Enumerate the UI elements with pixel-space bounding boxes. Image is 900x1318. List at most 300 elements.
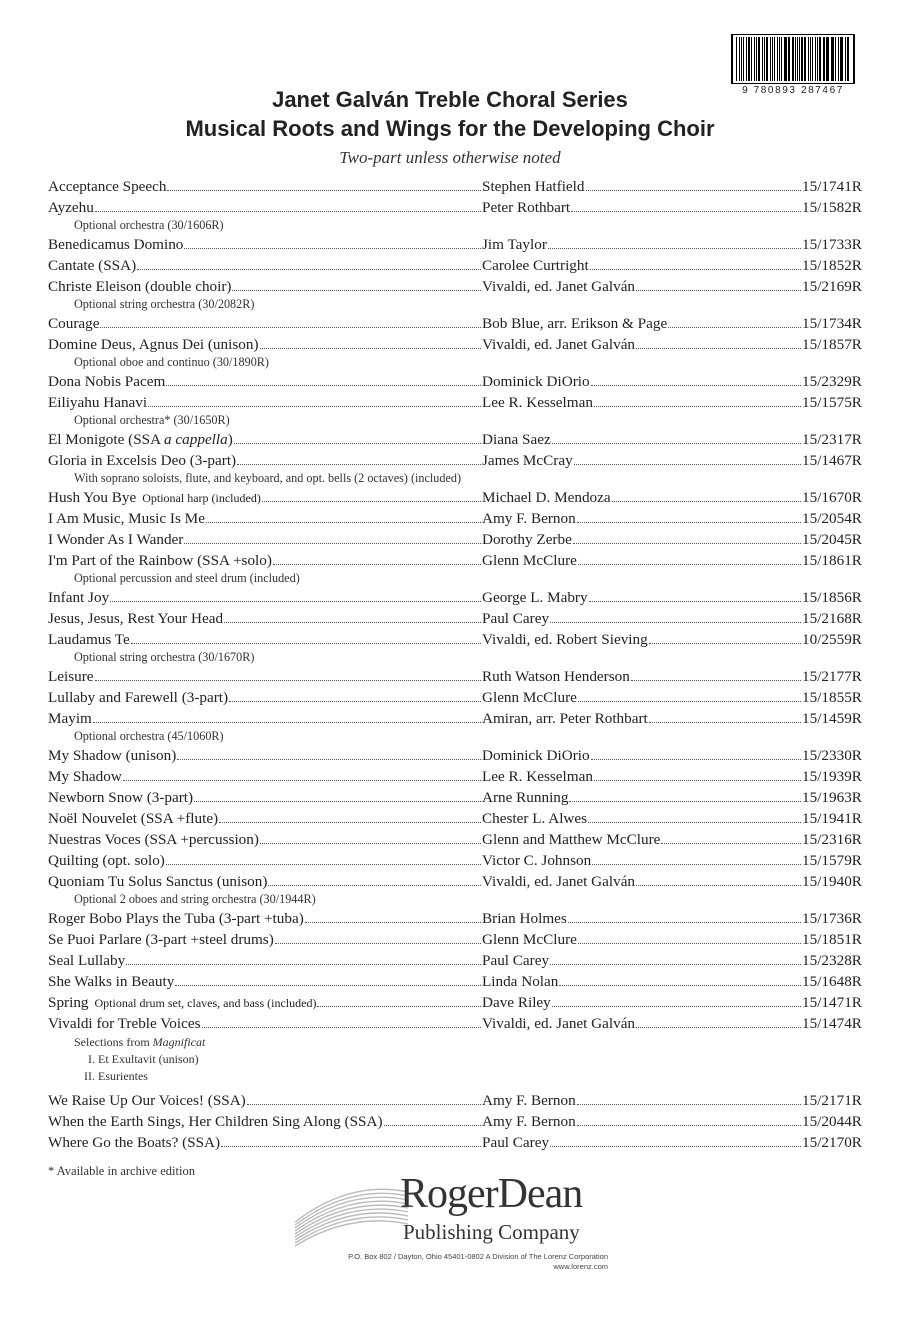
entry-composer: Stephen Hatfield: [482, 178, 585, 195]
catalog-entry: [48, 550, 862, 571]
dot-leader: [569, 801, 801, 802]
dot-leader: [594, 780, 801, 781]
dot-leader: [594, 406, 801, 407]
catalog-entry: [48, 808, 862, 829]
dot-leader: [578, 564, 801, 565]
entry-title: Domine Deus, Agnus Dei (unison): [48, 336, 259, 353]
catalog-entry: [48, 276, 862, 297]
entry-title: Acceptance Speech: [48, 178, 167, 195]
entry-composer: Amy F. Bernon: [482, 510, 576, 527]
entry-composer: Michael D. Mendoza: [482, 489, 611, 506]
entry-title-cell: [48, 1090, 482, 1111]
entry-composer-cell: [482, 276, 802, 297]
entry-number: 15/1579R: [802, 852, 862, 869]
dot-leader: [206, 522, 481, 523]
catalog-entry: [48, 429, 862, 450]
entry-number: 15/1467R: [802, 452, 862, 469]
entry-composer: Dominick DiOrio: [482, 747, 590, 764]
dot-leader: [548, 248, 801, 249]
barcode-bars: [731, 34, 855, 84]
series-title: Janet Galván Treble Choral Series: [272, 87, 628, 112]
entry-composer-cell: [482, 313, 802, 334]
entry-title: Infant Joy: [48, 589, 110, 606]
dot-leader: [95, 680, 481, 681]
entry-number: 15/2171R: [802, 1092, 862, 1109]
dot-leader: [571, 211, 801, 212]
dot-leader: [317, 1006, 481, 1007]
entry-title: Leisure: [48, 668, 94, 685]
entry-title: Laudamus Te: [48, 631, 130, 648]
entry-title: El Monigote (SSA a cappella): [48, 431, 233, 448]
entry-title: Roger Bobo Plays the Tuba (3-part +tuba): [48, 910, 304, 927]
entry-title-cell: [48, 766, 482, 787]
entry-inline-note: Optional drum set, claves, and bass (included): [94, 996, 317, 1010]
dot-leader: [237, 464, 481, 465]
entry-number: 15/1459R: [802, 710, 862, 727]
entry-composer: Ruth Watson Henderson: [482, 668, 630, 685]
entry-number: 15/1857R: [802, 336, 862, 353]
entry-composer: Lee R. Kesselman: [482, 394, 593, 411]
entry-title: My Shadow: [48, 768, 122, 785]
entry-title-cell: [48, 992, 482, 1014]
entry-composer: Amy F. Bernon: [482, 1092, 576, 1109]
entry-composer-cell: [482, 787, 802, 808]
entry-number: 15/2330R: [802, 747, 862, 764]
entry-number: 15/1852R: [802, 257, 862, 274]
dot-leader: [184, 248, 481, 249]
publisher-name: RogerDean: [400, 1171, 583, 1217]
entry-composer-cell: [482, 429, 802, 450]
catalog-entry: [48, 766, 862, 787]
dot-leader: [636, 885, 801, 886]
entry-title-cell: [48, 1132, 482, 1153]
entry-number: 15/1670R: [802, 489, 862, 506]
selection-item: II. Esurientes: [84, 1069, 148, 1083]
entry-number: 15/1582R: [802, 199, 862, 216]
dot-leader: [577, 522, 801, 523]
dot-leader: [550, 964, 801, 965]
publisher-subname: Publishing Company: [403, 1220, 580, 1244]
entry-composer: Dominick DiOrio: [482, 373, 590, 390]
dot-leader: [194, 801, 481, 802]
dot-leader: [232, 290, 481, 291]
entry-composer: Arne Running: [482, 789, 569, 806]
dot-leader: [574, 464, 801, 465]
entry-inline-note: Optional harp (included): [142, 491, 261, 505]
entry-composer-cell: [482, 234, 802, 255]
dot-leader: [202, 1027, 481, 1028]
entry-title: Courage: [48, 315, 100, 332]
entry-number: 10/2559R: [802, 631, 862, 648]
entry-number: 15/1939R: [802, 768, 862, 785]
entry-title: Noël Nouvelet (SSA +flute): [48, 810, 219, 827]
entry-composer: Glenn McClure: [482, 689, 577, 706]
entry-title: Where Go the Boats? (SSA): [48, 1134, 221, 1151]
entry-title: Quilting (opt. solo): [48, 852, 165, 869]
dot-leader: [184, 543, 481, 544]
entry-title: Mayim: [48, 710, 92, 727]
entry-composer-cell: [482, 929, 802, 950]
entry-composer-cell: [482, 708, 802, 729]
entry-title-cell: [48, 1013, 482, 1034]
entry-title: My Shadow (unison): [48, 747, 177, 764]
catalog-entry: [48, 666, 862, 687]
entry-title: Seal Lullaby: [48, 952, 126, 969]
selections-intro: Selections from: [74, 1035, 153, 1049]
entry-composer: Linda Nolan: [482, 973, 559, 990]
dot-leader: [577, 1104, 801, 1105]
entry-number: 15/2170R: [802, 1134, 862, 1151]
entry-title-cell: [48, 708, 482, 729]
entry-composer: Vivaldi, ed. Janet Galván: [482, 336, 636, 353]
catalog-entry: [48, 1013, 862, 1034]
entry-title-cell: [48, 334, 482, 355]
catalog-entry: [48, 392, 862, 413]
entry-title-cell: [48, 929, 482, 950]
entry-number: 15/1856R: [802, 589, 862, 606]
dot-leader: [661, 843, 801, 844]
dot-leader: [95, 211, 481, 212]
dot-leader: [123, 780, 481, 781]
entry-composer-cell: [482, 255, 802, 276]
entry-composer-cell: [482, 745, 802, 766]
dot-leader: [247, 1104, 481, 1105]
catalog-entry: [48, 687, 862, 708]
entry-title: Se Puoi Parlare (3-part +steel drums): [48, 931, 274, 948]
dot-leader: [589, 601, 801, 602]
entry-title-cell: [48, 608, 482, 629]
dot-leader: [167, 190, 481, 191]
dot-leader: [631, 680, 801, 681]
catalog-entry: [48, 487, 862, 508]
entry-title-cell: [48, 176, 482, 197]
entry-title: Ayzehu: [48, 199, 94, 216]
entry-title-cell: [48, 745, 482, 766]
dot-leader: [126, 964, 481, 965]
dot-leader: [552, 1006, 801, 1007]
entry-composer-cell: [482, 808, 802, 829]
entry-composer: Amy F. Bernon: [482, 1113, 576, 1130]
entry-composer-cell: [482, 971, 802, 992]
dot-leader: [224, 622, 481, 623]
entry-number: 15/1734R: [802, 315, 862, 332]
entry-number: 15/1940R: [802, 873, 862, 890]
entry-composer: Vivaldi, ed. Janet Galván: [482, 1015, 636, 1032]
entry-title: Gloria in Excelsis Deo (3-part): [48, 452, 237, 469]
dot-leader: [573, 543, 801, 544]
entry-composer-cell: [482, 176, 802, 197]
catalog-entry: [48, 197, 862, 218]
entry-title: Spring: [48, 994, 89, 1011]
dot-leader: [137, 269, 481, 270]
entry-number: 15/2177R: [802, 668, 862, 685]
entry-selections: [48, 1034, 852, 1085]
catalog-list: [48, 176, 862, 1153]
entry-title: Lullaby and Farewell (3-part): [48, 689, 229, 706]
dot-leader: [166, 385, 481, 386]
dot-leader: [275, 943, 481, 944]
catalog-entry: [48, 608, 862, 629]
entry-composer: Amiran, arr. Peter Rothbart: [482, 710, 648, 727]
entry-composer: Jim Taylor: [482, 236, 547, 253]
dot-leader: [229, 701, 481, 702]
catalog-entry: [48, 850, 862, 871]
entry-title-cell: [48, 197, 482, 218]
entry-composer-cell: [482, 371, 802, 392]
dot-leader: [668, 327, 801, 328]
entry-title: Jesus, Jesus, Rest Your Head: [48, 610, 224, 627]
entry-title-cell: [48, 550, 482, 571]
entry-composer-cell: [482, 666, 802, 687]
dot-leader: [219, 822, 481, 823]
entry-title-cell: [48, 908, 482, 929]
dot-leader: [177, 759, 481, 760]
dot-leader: [577, 1125, 801, 1126]
entry-title: She Walks in Beauty: [48, 973, 175, 990]
entry-title-cell: [48, 808, 482, 829]
entry-composer: Glenn McClure: [482, 931, 577, 948]
dot-leader: [591, 385, 801, 386]
swoosh-icon: [290, 1172, 410, 1252]
dot-leader: [636, 290, 801, 291]
entry-number: 15/2054R: [802, 510, 862, 527]
entry-composer: James McCray: [482, 452, 573, 469]
catalog-entry: [48, 871, 862, 892]
entry-title-cell: [48, 429, 482, 450]
entry-number: 15/1861R: [802, 552, 862, 569]
catalog-entry: [48, 992, 862, 1013]
dot-leader: [93, 722, 481, 723]
catalog-entry: [48, 971, 862, 992]
entry-composer: Dorothy Zerbe: [482, 531, 572, 548]
entry-title: Quoniam Tu Solus Sanctus (unison): [48, 873, 268, 890]
entry-title: Nuestras Voces (SSA +percussion): [48, 831, 259, 848]
entry-note: Optional 2 oboes and string orchestra (30/1944R): [74, 892, 316, 906]
entry-composer-cell: [482, 450, 802, 471]
dot-leader: [578, 701, 801, 702]
entry-number: 15/2045R: [802, 531, 862, 548]
entry-title: I Wonder As I Wander: [48, 531, 184, 548]
entry-title-cell: [48, 392, 482, 413]
entry-title-cell: [48, 629, 482, 650]
entry-composer-cell: [482, 687, 802, 708]
entry-note: Optional orchestra* (30/1650R): [74, 413, 230, 427]
entry-title: Benedicamus Domino: [48, 236, 184, 253]
dot-leader: [559, 985, 801, 986]
entry-composer-cell: [482, 197, 802, 218]
dot-leader: [588, 822, 801, 823]
entry-number: 15/1474R: [802, 1015, 862, 1032]
entry-composer: Victor C. Johnson: [482, 852, 592, 869]
entry-composer-cell: [482, 871, 802, 892]
entry-number: 15/1575R: [802, 394, 862, 411]
dot-leader: [273, 564, 481, 565]
entry-number: 15/1851R: [802, 931, 862, 948]
entry-number: 15/2168R: [802, 610, 862, 627]
dot-leader: [586, 190, 802, 191]
entry-composer: Vivaldi, ed. Janet Galván: [482, 873, 636, 890]
entry-number: 15/2328R: [802, 952, 862, 969]
entry-note: With soprano soloists, flute, and keyboard, and opt. bells (2 octaves) (included): [74, 471, 462, 485]
entry-composer-cell: [482, 529, 802, 550]
entry-title: Cantate (SSA): [48, 257, 137, 274]
entry-composer: Paul Carey: [482, 952, 550, 969]
entry-title: We Raise Up Our Voices! (SSA): [48, 1092, 246, 1109]
entry-composer: Paul Carey: [482, 1134, 550, 1151]
entry-composer: Carolee Curtright: [482, 257, 589, 274]
dot-leader: [100, 327, 481, 328]
catalog-entry: [48, 829, 862, 850]
entry-title-cell: [48, 687, 482, 708]
dot-leader: [260, 348, 482, 349]
catalog-entry: [48, 508, 862, 529]
series-subtitle: Musical Roots and Wings for the Developing Choir: [185, 116, 715, 141]
entry-title-cell: [48, 255, 482, 276]
catalog-entry: [48, 1090, 862, 1111]
dot-leader: [131, 643, 481, 644]
entry-composer: Vivaldi, ed. Robert Sieving: [482, 631, 648, 648]
entry-composer: Glenn and Matthew McClure: [482, 831, 661, 848]
entry-composer-cell: [482, 992, 802, 1013]
entry-title-cell: [48, 508, 482, 529]
entry-composer: Vivaldi, ed. Janet Galván: [482, 278, 636, 295]
catalog-entry: [48, 371, 862, 392]
catalog-entry: [48, 950, 862, 971]
selections-work: Magnificat: [152, 1035, 206, 1049]
dot-leader: [268, 885, 481, 886]
catalog-entry: [48, 708, 862, 729]
entry-title-cell: [48, 487, 482, 509]
entry-title: Christe Eleison (double choir): [48, 278, 232, 295]
entry-title-cell: [48, 850, 482, 871]
entry-title-cell: [48, 587, 482, 608]
entry-note: Optional string orchestra (30/2082R): [74, 297, 255, 311]
entry-number: 15/1963R: [802, 789, 862, 806]
entry-number: 15/1741R: [802, 178, 862, 195]
entry-note: Optional oboe and continuo (30/1890R): [74, 355, 269, 369]
entry-composer: Chester L. Alwes: [482, 810, 588, 827]
catalog-entry: [48, 1111, 862, 1132]
dot-leader: [305, 922, 481, 923]
dot-leader: [262, 501, 481, 502]
dot-leader: [148, 406, 481, 407]
entry-composer: Peter Rothbart: [482, 199, 571, 216]
dot-leader: [552, 443, 801, 444]
catalog-entry: [48, 334, 862, 355]
catalog-entry: [48, 629, 862, 650]
dot-leader: [636, 348, 801, 349]
entry-composer-cell: [482, 587, 802, 608]
catalog-entry: [48, 787, 862, 808]
entry-composer-cell: [482, 829, 802, 850]
catalog-entry: [48, 255, 862, 276]
entry-title: I'm Part of the Rainbow (SSA +solo): [48, 552, 272, 569]
entry-composer-cell: [482, 1132, 802, 1153]
dot-leader: [221, 1146, 481, 1147]
entry-composer-cell: [482, 1013, 802, 1034]
entry-composer-cell: [482, 850, 802, 871]
entry-note: Optional percussion and steel drum (included): [74, 571, 300, 585]
dot-leader: [384, 1125, 481, 1126]
entry-composer: Brian Holmes: [482, 910, 567, 927]
dot-leader: [592, 864, 801, 865]
entry-composer: Bob Blue, arr. Erikson & Page: [482, 315, 668, 332]
entry-composer: George L. Mabry: [482, 589, 588, 606]
dot-leader: [260, 843, 481, 844]
dot-leader: [550, 622, 801, 623]
entry-title: Newborn Snow (3-part): [48, 789, 194, 806]
entry-number: 15/2329R: [802, 373, 862, 390]
entry-title: Hush You Bye: [48, 489, 137, 506]
entry-number: 15/2316R: [802, 831, 862, 848]
entry-title-cell: [48, 950, 482, 971]
isbn-number: 9 780893 287467: [742, 85, 844, 96]
catalog-entry: [48, 929, 862, 950]
publisher-address: [286, 1252, 608, 1272]
entry-composer-cell: [482, 508, 802, 529]
entry-composer-cell: [482, 608, 802, 629]
catalog-entry: [48, 313, 862, 334]
entry-number: 15/2317R: [802, 431, 862, 448]
dot-leader: [612, 501, 801, 502]
entry-composer-cell: [482, 392, 802, 413]
entry-composer: Glenn McClure: [482, 552, 577, 569]
entry-title-cell: [48, 450, 482, 471]
dot-leader: [568, 922, 801, 923]
entry-title-cell: [48, 371, 482, 392]
entry-title-cell: [48, 276, 482, 297]
entry-composer: Lee R. Kesselman: [482, 768, 593, 785]
catalog-entry: [48, 234, 862, 255]
entry-title: When the Earth Sings, Her Children Sing Along (SSA): [48, 1113, 383, 1130]
entry-title: Dona Nobis Pacem: [48, 373, 166, 390]
dot-leader: [636, 1027, 801, 1028]
entry-title-cell: [48, 871, 482, 892]
dot-leader: [578, 943, 801, 944]
address-line: P.O. Box 802 / Dayton, Ohio 45401-0802 A Division of The Lorenz Corporation: [348, 1252, 608, 1261]
entry-title-cell: [48, 529, 482, 550]
voicing-note: Two-part unless otherwise noted: [339, 148, 561, 167]
entry-number: 15/1855R: [802, 689, 862, 706]
entry-composer: Diana Saez: [482, 431, 551, 448]
entry-composer-cell: [482, 550, 802, 571]
entry-composer-cell: [482, 487, 802, 508]
entry-number: 15/1648R: [802, 973, 862, 990]
entry-number: 15/2044R: [802, 1113, 862, 1130]
entry-number: 15/1471R: [802, 994, 862, 1011]
dot-leader: [175, 985, 481, 986]
selections-heading: [74, 1034, 852, 1051]
entry-number: 15/2169R: [802, 278, 862, 295]
entry-composer: Dave Riley: [482, 994, 551, 1011]
footnote: * Available in archive edition: [48, 1164, 195, 1178]
entry-composer-cell: [482, 908, 802, 929]
entry-title: I Am Music, Music Is Me: [48, 510, 205, 527]
catalog-entry: [48, 450, 862, 471]
entry-title-cell: [48, 787, 482, 808]
catalog-entry: [48, 587, 862, 608]
entry-composer-cell: [482, 629, 802, 650]
dot-leader: [649, 722, 801, 723]
entry-title-cell: [48, 234, 482, 255]
entry-composer-cell: [482, 766, 802, 787]
entry-composer-cell: [482, 1111, 802, 1132]
entry-composer-cell: [482, 950, 802, 971]
catalog-entry: [48, 1132, 862, 1153]
entry-note: Optional orchestra (30/1606R): [74, 218, 224, 232]
entry-title-cell: [48, 829, 482, 850]
entry-composer: Paul Carey: [482, 610, 550, 627]
